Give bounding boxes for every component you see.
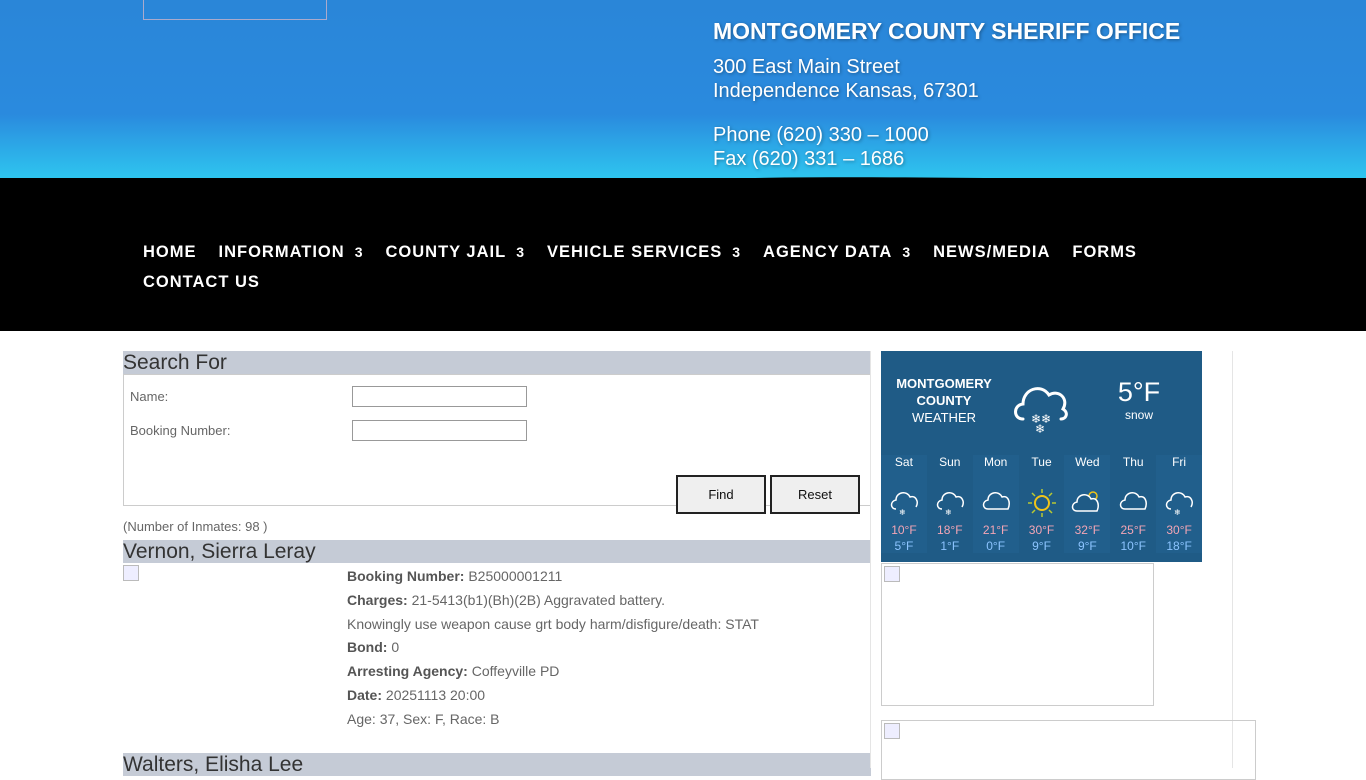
ad-image[interactable] [881,720,1256,780]
nav-item-forms[interactable] [1072,242,1137,262]
high-temp: 30°F [1166,523,1192,537]
high-temp: 21°F [982,523,1009,537]
forecast-day [973,455,1019,553]
high-temp: 32°F [1074,523,1101,537]
agency: Coffeyville PD [471,663,560,680]
inmate-name[interactable]: Vernon, Sierra Leray [123,540,871,563]
bond: 0 [391,639,400,656]
nav-label: AGENCY DATA [763,243,893,261]
weather-widget[interactable] [881,351,1202,562]
address-line-1: 300 East Main Street [713,56,900,78]
weather-title-line: COUNTY [916,393,972,408]
inmate-photo [123,565,139,581]
snow-icon [1156,483,1202,523]
forecast-day [1156,455,1202,553]
site-title: MONTGOMERY COUNTY SHERIFF OFFICE [713,18,1181,44]
day-name: Wed [1075,455,1100,469]
inmate-search [123,351,871,776]
forecast-day [1019,455,1065,553]
search-form [123,374,871,506]
day-name: Tue [1031,455,1052,469]
low-temp: 0°F [986,539,1006,553]
day-name: Fri [1172,455,1187,469]
snow-icon [927,483,973,523]
nav-item-contact-us[interactable] [143,272,260,292]
forecast-day [1064,455,1110,553]
high-temp: 30°F [1028,523,1055,537]
day-name: Sun [939,455,961,469]
booking-number-label: Booking Number: [347,568,465,584]
nav-label: HOME [143,243,197,261]
temperature: 5°F [1117,377,1161,407]
nav-label: CONTACT US [143,273,260,291]
day-name: Thu [1122,455,1144,469]
low-temp: 1°F [940,539,960,553]
phone: Phone (620) 330 – 1000 [713,124,929,146]
charges-label: Charges: [347,591,408,608]
bond-label: Bond: [347,639,388,656]
weather-title-line: WEATHER [911,410,977,425]
wave-divider [0,170,1366,190]
day-name: Mon [983,455,1008,469]
forecast-day [1110,455,1156,553]
logo-image[interactable] [143,0,327,20]
svg-text:❄: ❄ [1035,422,1046,433]
demographics: Age: 37, Sex: F, Race: B [347,710,500,727]
date-label: Date: [347,686,383,703]
low-temp: 18°F [1166,539,1192,553]
nav-label: FORMS [1072,243,1137,261]
nav-item-news-media[interactable] [933,242,1050,262]
high-temp: 10°F [891,523,917,537]
dropdown-arrow-icon: 3 [516,244,525,260]
charges-detail: Knowingly use weapon cause grt body harm/disfigure/death: STAT [347,615,759,632]
svg-text:❄❄: ❄❄ [1031,412,1052,426]
partly-cloudy-icon [1064,483,1110,523]
nav-item-information[interactable] [219,242,364,262]
nav-label: INFORMATION [218,243,345,261]
name-label: Name: [130,389,169,404]
agency-label: Arresting Agency: [347,663,468,680]
svg-text:❄: ❄ [944,508,952,517]
site-header [0,0,1366,190]
nav-label: VEHICLE SERVICES [547,243,723,261]
low-temp: 9°F [1077,539,1097,553]
nav-item-county-jail[interactable] [385,242,525,262]
forecast-day [881,455,927,553]
charges: 21-5413(b1)(Bh)(2B) Aggravated battery. [411,591,666,608]
divider [1232,351,1233,768]
nav-item-home[interactable] [143,242,197,262]
svg-text:❄: ❄ [1174,508,1181,517]
search-heading: Search For [123,351,871,374]
low-temp: 5°F [894,539,914,553]
address-line-2: Independence Kansas, 67301 [713,80,979,102]
low-temp: 9°F [1032,539,1051,553]
nav-item-vehicle-services[interactable] [547,242,741,262]
nav-label: NEWS/MEDIA [933,243,1051,261]
divider [870,351,871,768]
find-button[interactable]: Find [676,475,766,514]
booking-number-input[interactable] [352,420,527,441]
inmate-record [123,563,871,753]
weather-title-line: MONTGOMERY [896,376,992,391]
high-temp: 18°F [937,523,963,537]
main-nav [0,178,1366,331]
booking-label: Booking Number: [130,423,231,438]
high-temp: 25°F [1120,523,1146,537]
sun-icon [1019,483,1065,523]
date: 20251113 20:00 [385,686,486,703]
contact-info [713,18,1180,171]
day-name: Sat [894,455,913,469]
condition: snow [1124,408,1153,422]
dropdown-arrow-icon: 3 [902,244,912,260]
dropdown-arrow-icon: 3 [354,244,364,260]
inmate-count: (Number of Inmates: 98 ) [123,519,268,534]
ad-image[interactable] [881,563,1154,706]
nav-item-agency-data[interactable] [763,242,911,262]
cloud-icon [1110,483,1156,523]
reset-button[interactable]: Reset [770,475,860,514]
forecast-day [927,455,973,553]
fax: Fax (620) 331 – 1686 [713,148,905,170]
current-temp [1103,377,1175,422]
snow-cloud-icon [1011,377,1071,433]
nav-label: COUNTY JAIL [385,243,507,261]
booking-number: B25000001211 [468,568,563,584]
name-input[interactable] [352,386,527,407]
svg-text:❄: ❄ [898,508,906,517]
low-temp: 10°F [1120,539,1146,553]
dropdown-arrow-icon: 3 [732,244,742,260]
inmate-name[interactable]: Walters, Elisha Lee [123,753,871,776]
weather-title [881,375,1007,426]
cloud-icon [973,483,1019,523]
snow-icon [881,483,927,523]
